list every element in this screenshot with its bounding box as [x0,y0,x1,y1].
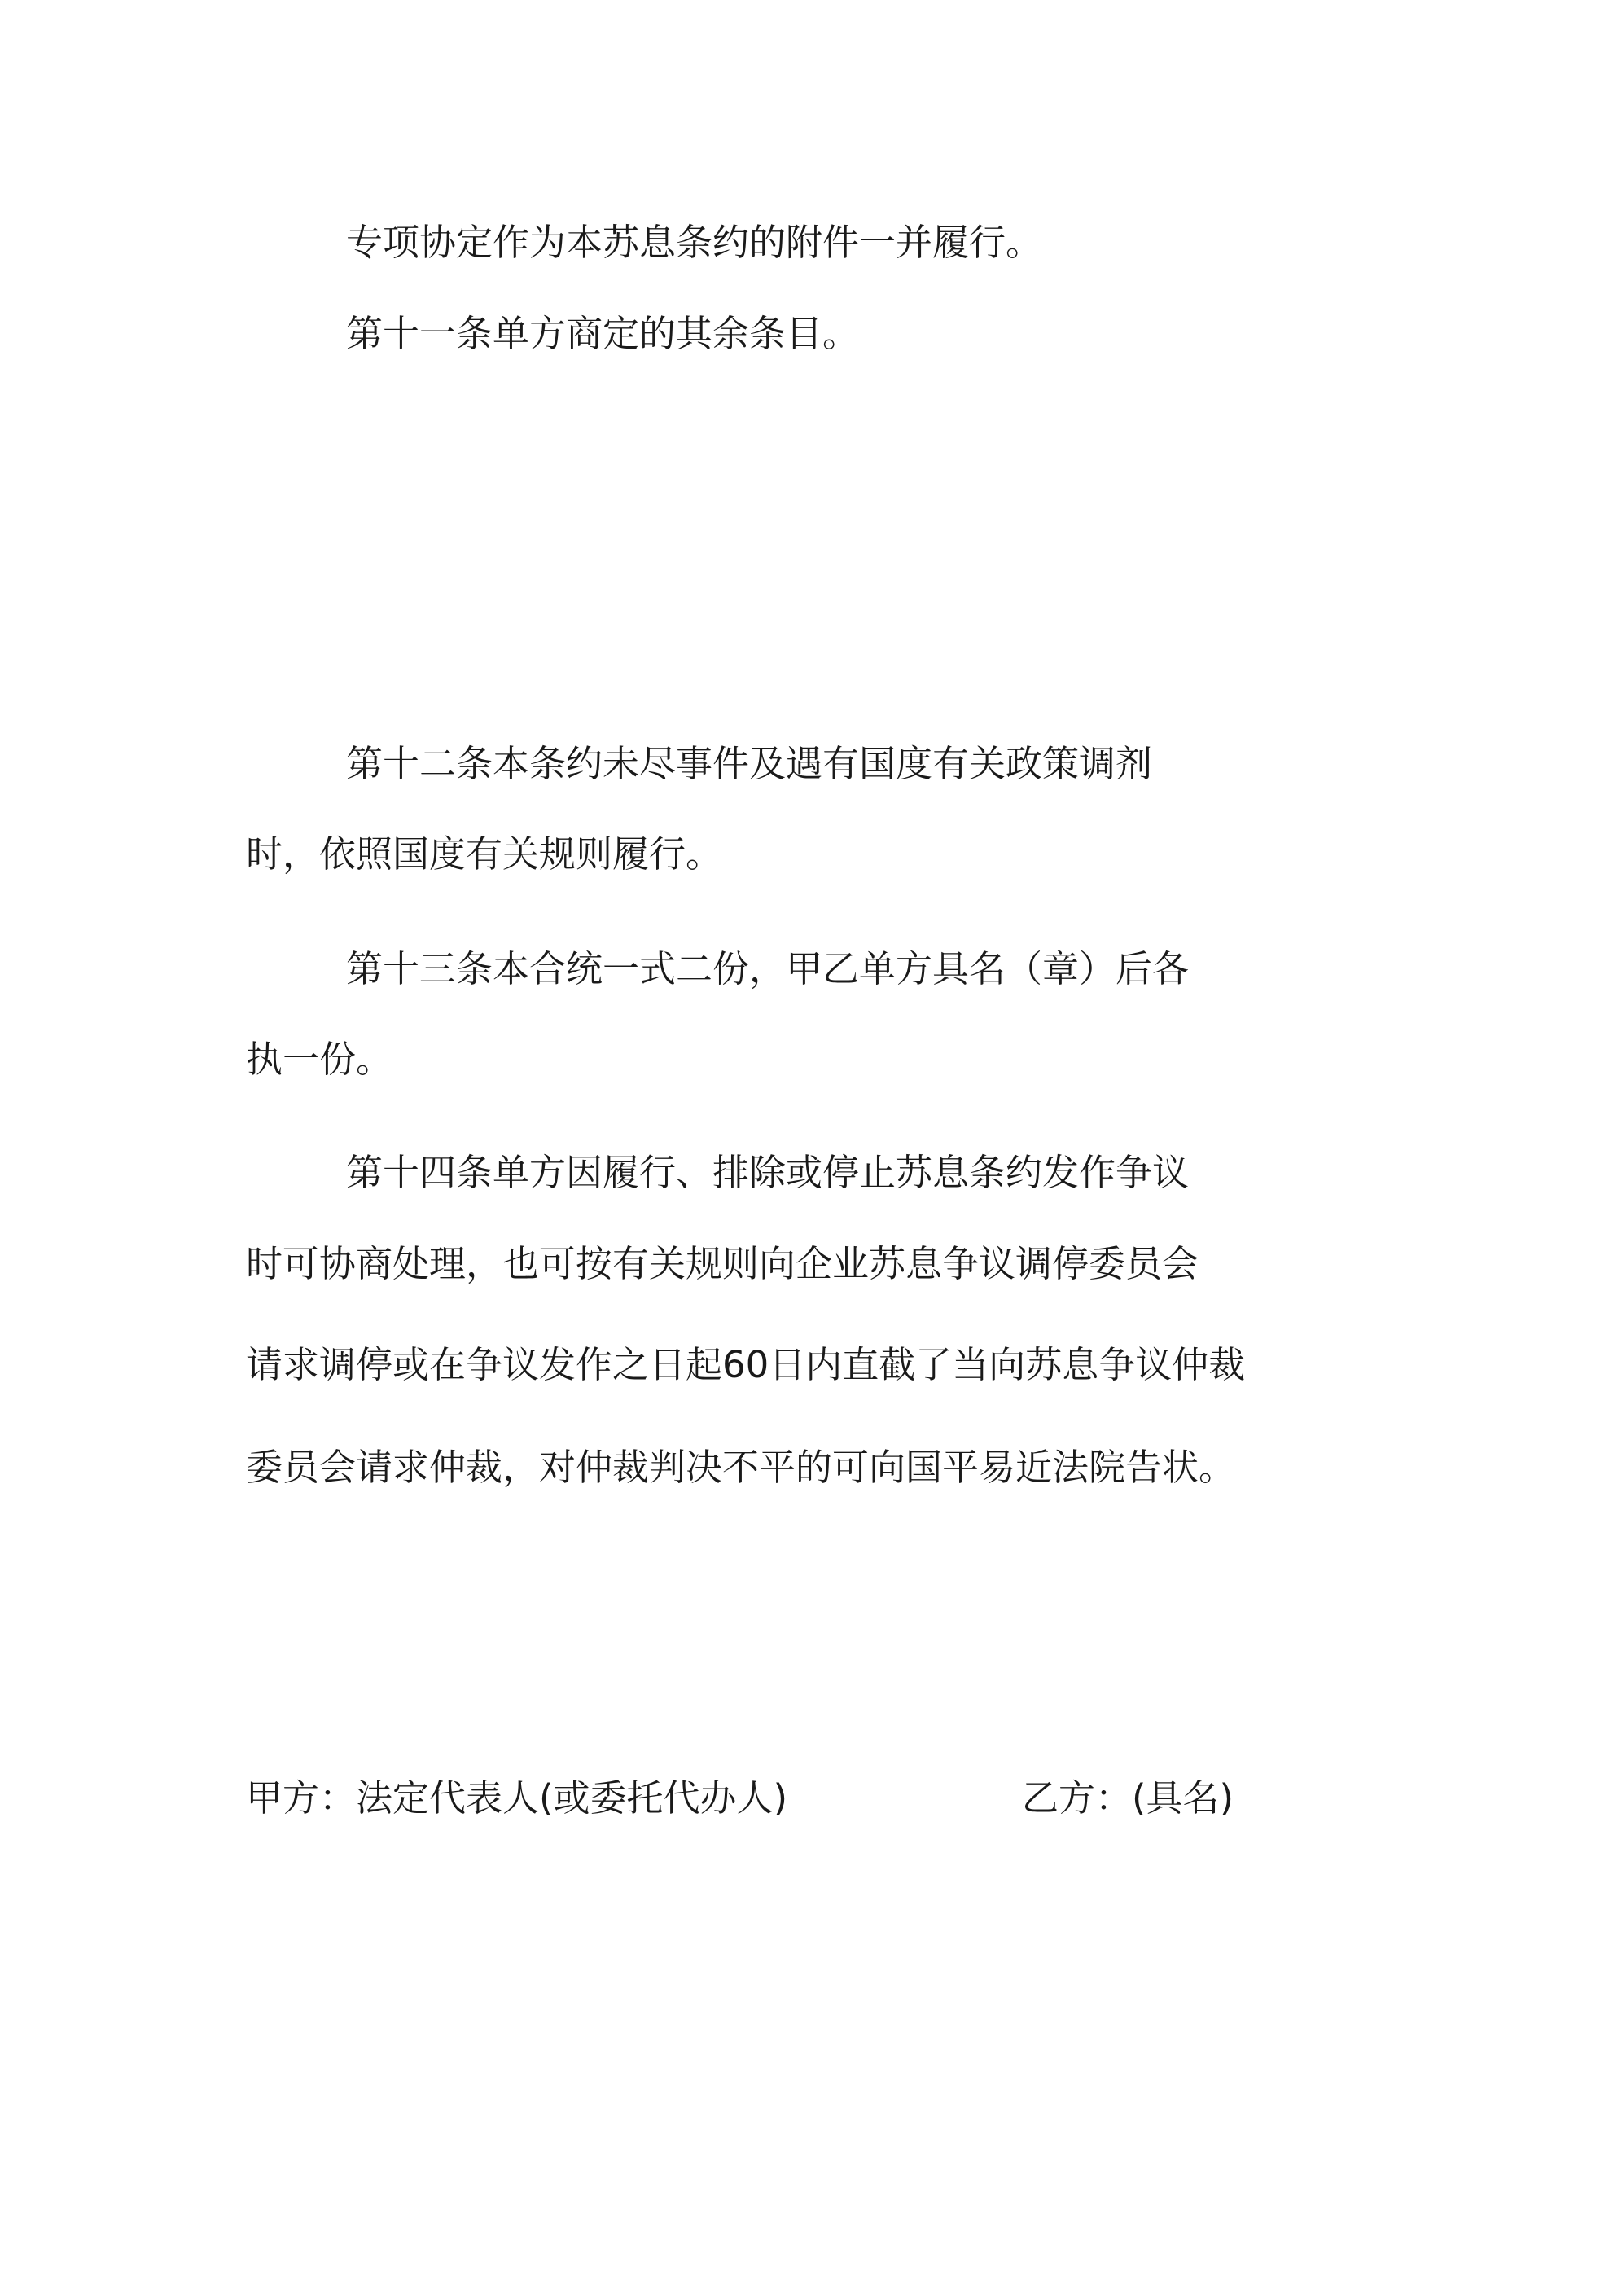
clause-13-line-1: 第十三条本合统一式二份，甲乙单方具名（章）后各 [346,947,1190,990]
clause-13-line-2: 执一份。 [246,1038,393,1081]
clause-12-line-2: 时，依照国度有关规则履行。 [246,832,723,876]
clause-14-line-2: 时可协商处理，也可按有关规则向企业苏息争议调停委员会 [246,1242,1199,1285]
clause-14-line-4: 委员会请求仲裁，对仲裁判决不平的可向国平易近法院告状。 [246,1446,1236,1489]
clause-11: 第十一条单方商定的其余条目。 [346,312,860,355]
clause-14-line-1: 第十四条单方因履行、排除或停止苏息条约发作争议 [346,1151,1190,1194]
party-a-signature-label: 甲方：法定代表人(或委托代办人) [246,1776,788,1820]
clause-10-continuation: 专项协定作为本苏息条约的附件一并履行。 [346,221,1043,264]
party-b-signature-label: 乙方：(具名) [1022,1776,1234,1820]
clause-12-line-1: 第十二条本条约未尽事件及遇有国度有关政策调剂 [346,742,1153,785]
clause-14-line-3: 请求调停或在争议发作之日起60日内直截了当向苏息争议仲裁 [246,1343,1246,1386]
